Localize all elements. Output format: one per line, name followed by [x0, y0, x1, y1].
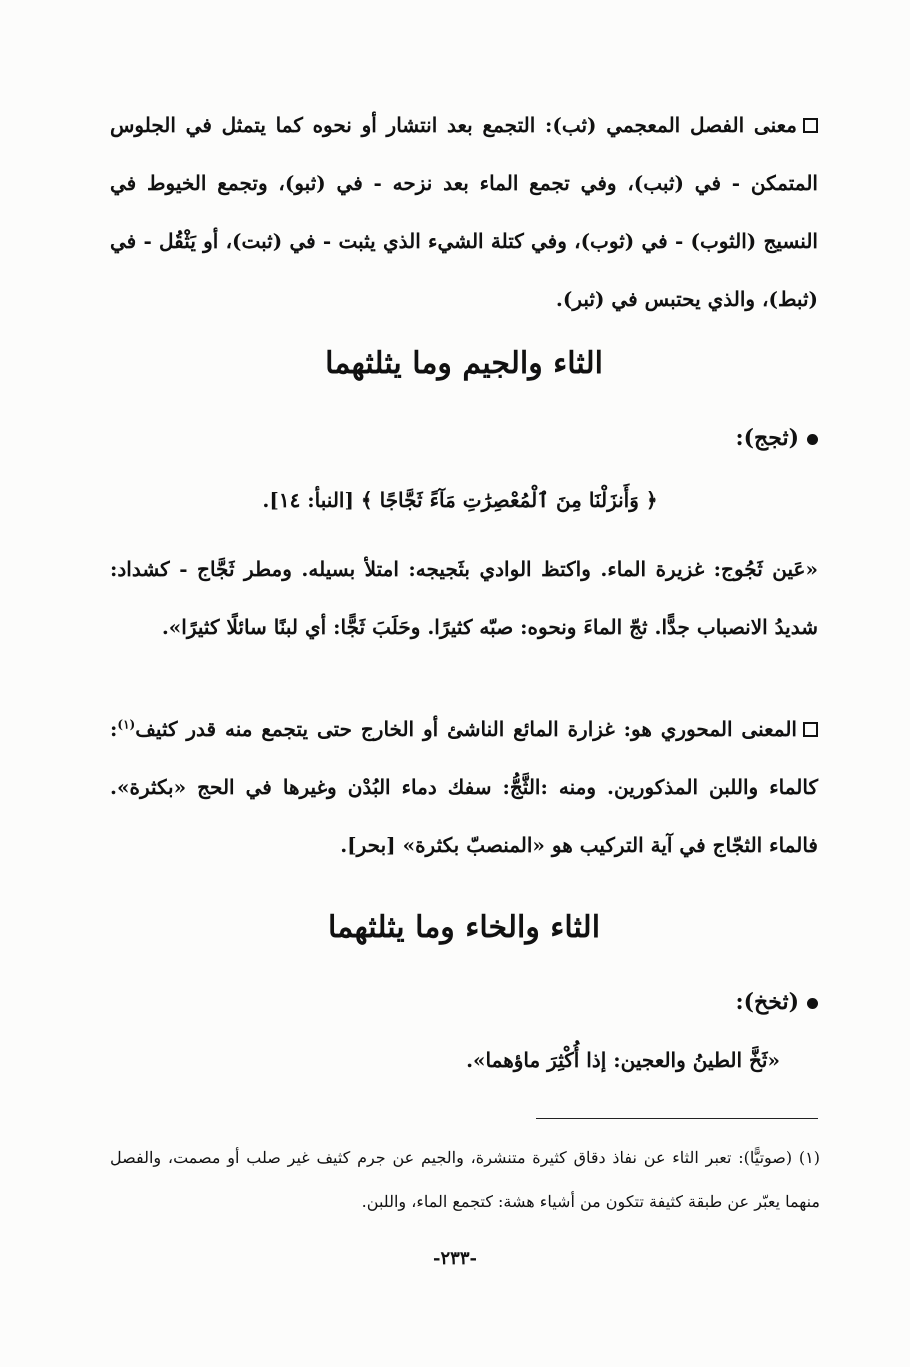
entry-root-label: (ثخخ): — [735, 989, 799, 1015]
entry-heading-thakhkh — [736, 982, 818, 1022]
lexical-meaning-paragraph — [110, 96, 818, 328]
central-meaning-paragraph — [110, 700, 818, 874]
definition-paragraph-thakhkh: «ثَخَّ الطينُ والعجين: إذا أُكْثِرَ ماؤهما». — [466, 1048, 780, 1072]
entry-root-label: (ثجج): — [735, 425, 799, 451]
quran-verse: ﴿ وَأَنزَلْنَا مِنَ ٱلْمُعْصِرَٰتِ مَآءً ثَجَّاجًا ﴾ [النبأ: ١٤]. — [262, 488, 658, 512]
central-meaning-text-2: : كالماء واللبن المذكورين. ومنه :الثَّجُّ: سفك دماء البُدْن وغيرها في الحج «بكثرة». فالماء الثجّاج في آية التركيب هو «المنصبّ بكثرة» [بحر]. — [110, 717, 818, 857]
footnote-text: (١) (صوتيًّا): تعبر الثاء عن نفاذ دقاق كثيرة متنشرة، والجيم عن جرم كثيف غير صلب أو مصمت، والفصل منهما يعبّر عن طبقة كثيفة تتكون من أشياء هشة: كتجمع الماء، واللبن. — [110, 1148, 820, 1211]
section-heading-tha-kha: الثاء والخاء وما يثلثهما — [327, 910, 601, 945]
central-meaning-text-1: المعنى المحوري هو: غزارة المائع الناشئ أو الخارج حتى يتجمع منه قدر كثيف — [135, 717, 797, 741]
square-marker-icon — [803, 722, 818, 737]
section-heading-tha-jim: الثاء والجيم وما يثلثهما — [325, 346, 603, 381]
square-marker-icon — [803, 118, 818, 133]
lexical-meaning-text: معنى الفصل المعجمي (ثب): التجمع بعد انتشار أو نحوه كما يتمثل في الجلوس المتمكن - في (ثبب)، وفي تجمع الماء بعد نزحه - في (ثبو)، وتجمع الخيوط في النسيج (الثوب) - في (ثوب)، وفي كتلة الشيء الذي يثبت - في (ثبت)، أو يَثْقُل - في (ثبط)، والذي يحتبس في (ثبر). — [110, 113, 818, 311]
bullet-icon — [807, 434, 818, 445]
entry-heading-thajj — [736, 418, 818, 458]
footnote-reference[interactable]: (١) — [117, 717, 136, 732]
bullet-icon — [807, 998, 818, 1009]
page-number: -٢٣٣- — [433, 1248, 477, 1269]
definition-paragraph-thajj: «عَين ثَجُوج: غزيرة الماء. واكتظ الوادي بثَجيجه: امتلأ بسيله. ومطر ثَجَّاج - كشداد: شديدُ الانصباب جدًّا. ثجّ الماءَ ونحوه: صبّه كثيرًا. وحَلَبَ ثَجًّا: أي لبنًا سائلًا كثيرًا». — [110, 557, 818, 639]
footnote-divider — [536, 1118, 818, 1119]
